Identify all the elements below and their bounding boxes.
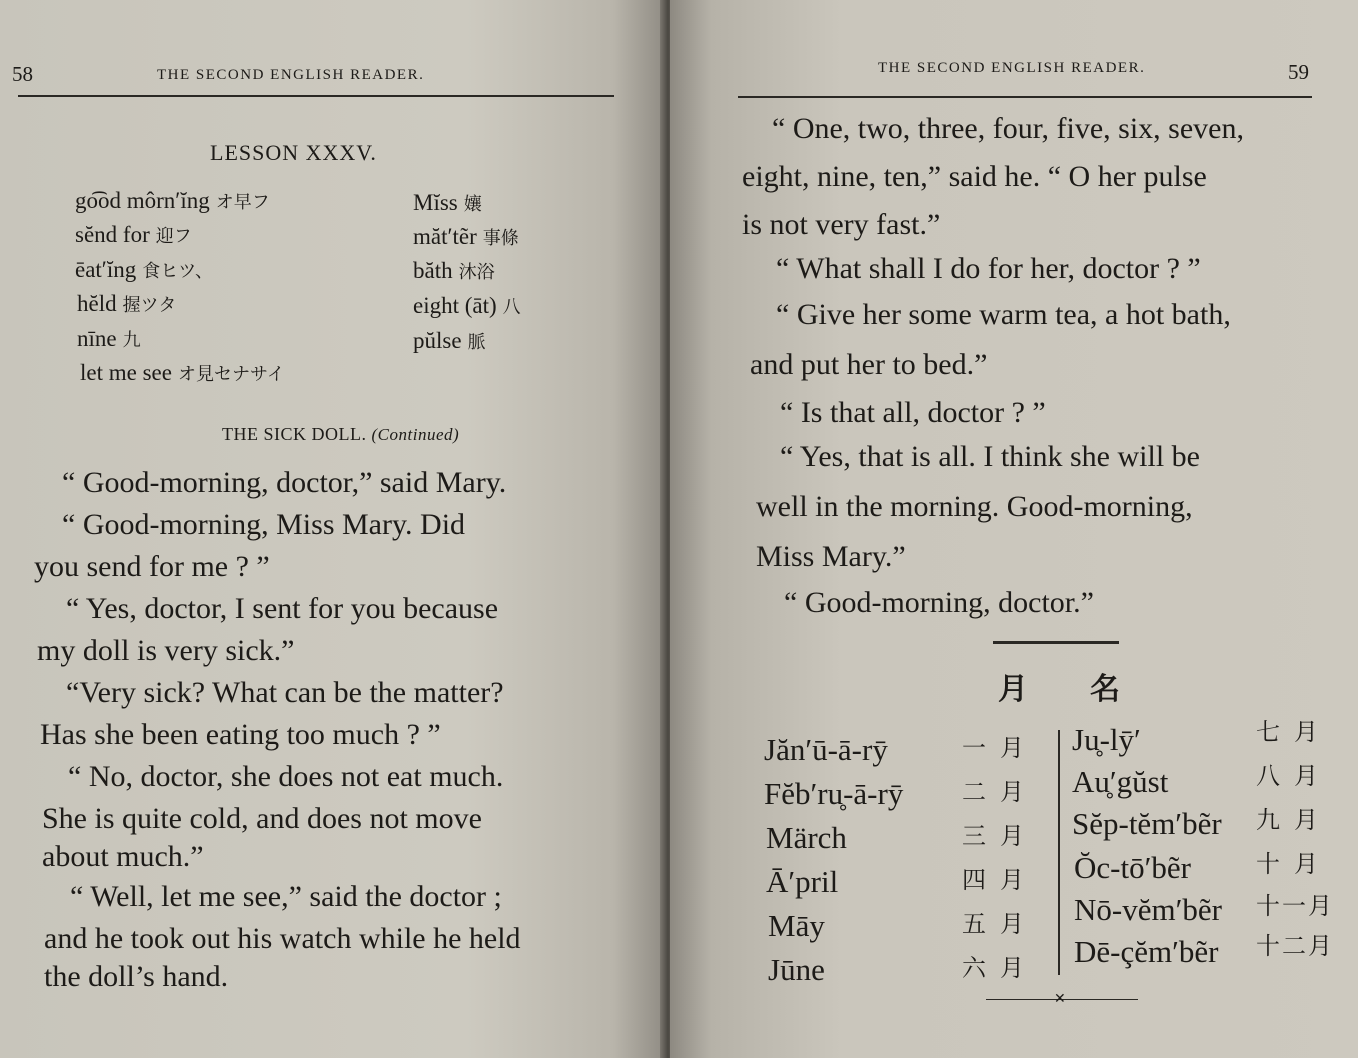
vocab-gloss: オ早フ bbox=[215, 192, 270, 213]
month-kanji: 二月 bbox=[962, 778, 1038, 806]
text-line: and put her to bed.” bbox=[750, 348, 988, 381]
text-line: She is quite cold, and does not move bbox=[42, 802, 482, 835]
month-name: Sĕp-tĕm′bẽr bbox=[1072, 806, 1222, 841]
vocab-gloss: 沐浴 bbox=[458, 262, 495, 283]
page-number-right: 59 bbox=[1288, 60, 1309, 84]
month-name: Nō-vĕm′bẽr bbox=[1074, 892, 1222, 927]
running-head-right: THE SECOND ENGLISH READER. bbox=[878, 60, 1146, 76]
vocab-gloss: 九 bbox=[122, 330, 141, 351]
text-line: and he took out his watch while he held bbox=[44, 922, 521, 955]
story-title bbox=[222, 424, 459, 445]
text-line: “ No, doctor, she does not eat much. bbox=[68, 760, 504, 793]
month-kanji: 一月 bbox=[962, 734, 1038, 762]
header-rule-left bbox=[18, 95, 614, 97]
section-rule bbox=[993, 641, 1119, 644]
month-name: Jăn′ū-ā-rȳ bbox=[764, 732, 888, 767]
month-kanji: 十二月 bbox=[1256, 932, 1334, 960]
text-line: Miss Mary.” bbox=[756, 540, 906, 573]
story-continued: (Continued) bbox=[371, 425, 460, 444]
vocab-word: go͡od môrn′ĭng bbox=[75, 188, 210, 213]
text-line: “ Yes, doctor, I sent for you because bbox=[66, 592, 499, 625]
text-line: the doll’s hand. bbox=[44, 960, 229, 993]
text-line: my doll is very sick.” bbox=[37, 634, 295, 667]
lesson-title: LESSON XXXV. bbox=[210, 140, 377, 165]
month-name: Dē-çĕm′bẽr bbox=[1074, 934, 1219, 969]
vocab-word: băth bbox=[413, 258, 453, 283]
vocab-gloss: 孃 bbox=[463, 194, 482, 215]
header-rule-right bbox=[738, 96, 1312, 98]
vocab-word: ēat′ĭng bbox=[75, 257, 137, 282]
vocab-gloss: 八 bbox=[502, 297, 521, 318]
vocab-word: sĕnd for bbox=[75, 222, 150, 247]
month-name: Au̥′gŭst bbox=[1072, 764, 1169, 799]
vocab-item bbox=[77, 326, 141, 352]
text-line: “ Well, let me see,” said the doctor ; bbox=[70, 880, 502, 913]
vocab-gloss: オ見セナサイ bbox=[177, 364, 285, 385]
vocab-item bbox=[413, 293, 521, 319]
left-page bbox=[0, 0, 666, 1058]
vocab-word: hĕld bbox=[77, 291, 117, 316]
story-title-text: THE SICK DOLL. bbox=[222, 424, 367, 444]
vocab-item bbox=[413, 328, 486, 354]
month-kanji: 七月 bbox=[1256, 718, 1332, 746]
vocab-item bbox=[413, 258, 495, 284]
page-number-left: 58 bbox=[12, 62, 33, 86]
month-kanji: 四月 bbox=[962, 866, 1038, 894]
month-name: Märch bbox=[766, 820, 847, 855]
month-name: Māy bbox=[768, 908, 825, 943]
text-line: “ Give her some warm tea, a hot bath, bbox=[776, 298, 1231, 331]
vocab-gloss: 迎フ bbox=[155, 226, 192, 247]
vocab-item bbox=[413, 190, 482, 216]
month-name: Fĕb′ru̥-ā-rȳ bbox=[764, 776, 904, 811]
text-line: “ What shall I do for her, doctor ? ” bbox=[776, 252, 1201, 285]
text-line: “ One, two, three, four, five, six, seven, bbox=[772, 112, 1244, 145]
text-line: “ Good-morning, Miss Mary. Did bbox=[62, 508, 466, 541]
month-kanji: 三月 bbox=[962, 822, 1038, 850]
month-name: Ju̥-lȳ′ bbox=[1072, 722, 1141, 757]
text-line: “ Yes, that is all. I think she will be bbox=[780, 440, 1200, 473]
vocab-gloss: 食ヒツ、 bbox=[142, 261, 213, 282]
months-title: 月名 bbox=[998, 672, 1182, 707]
month-kanji: 十一月 bbox=[1256, 892, 1334, 920]
vocab-item bbox=[75, 222, 192, 248]
vocab-gloss: 事條 bbox=[482, 228, 519, 249]
text-line: you send for me ? ” bbox=[34, 550, 270, 583]
text-line: is not very fast.” bbox=[742, 208, 941, 241]
month-name: Ŏc-tō′bẽr bbox=[1074, 850, 1191, 885]
month-name: Ā′pril bbox=[766, 864, 839, 899]
running-head-left: THE SECOND ENGLISH READER. bbox=[157, 67, 425, 83]
vocab-gloss: 脈 bbox=[467, 332, 486, 353]
text-line: well in the morning. Good-morning, bbox=[756, 490, 1193, 523]
month-kanji: 十月 bbox=[1256, 850, 1332, 878]
tail-ornament-icon: ✕ bbox=[1054, 991, 1066, 1007]
text-line: “ Is that all, doctor ? ” bbox=[780, 396, 1046, 429]
vocab-item bbox=[75, 257, 213, 283]
vocab-item bbox=[77, 291, 176, 317]
vocab-word: Mĭss bbox=[413, 190, 458, 215]
vocab-item bbox=[80, 360, 285, 386]
vocab-word: eight (āt) bbox=[413, 293, 497, 318]
vocab-gloss: 握ツタ bbox=[122, 295, 177, 316]
vocab-word: măt′tẽr bbox=[413, 224, 477, 249]
text-line: about much.” bbox=[42, 840, 204, 873]
text-line: “ Good-morning, doctor.” bbox=[784, 586, 1094, 619]
month-kanji: 八月 bbox=[1256, 762, 1332, 790]
text-line: “ Good-morning, doctor,” said Mary. bbox=[62, 466, 507, 499]
vocab-item bbox=[75, 188, 270, 214]
month-name: Jūne bbox=[768, 952, 825, 987]
month-kanji: 九月 bbox=[1256, 806, 1332, 834]
vocab-word: pŭlse bbox=[413, 328, 462, 353]
vocab-word: nīne bbox=[77, 326, 117, 351]
month-column-divider bbox=[1058, 730, 1060, 975]
text-line: eight, nine, ten,” said he. “ O her pulse bbox=[742, 160, 1207, 193]
text-line: “Very sick? What can be the matter? bbox=[66, 676, 504, 709]
vocab-word: let me see bbox=[80, 360, 172, 385]
text-line: Has she been eating too much ? ” bbox=[40, 718, 441, 751]
month-kanji: 六月 bbox=[962, 954, 1038, 982]
month-kanji: 五月 bbox=[962, 910, 1038, 938]
vocab-item bbox=[413, 224, 519, 250]
